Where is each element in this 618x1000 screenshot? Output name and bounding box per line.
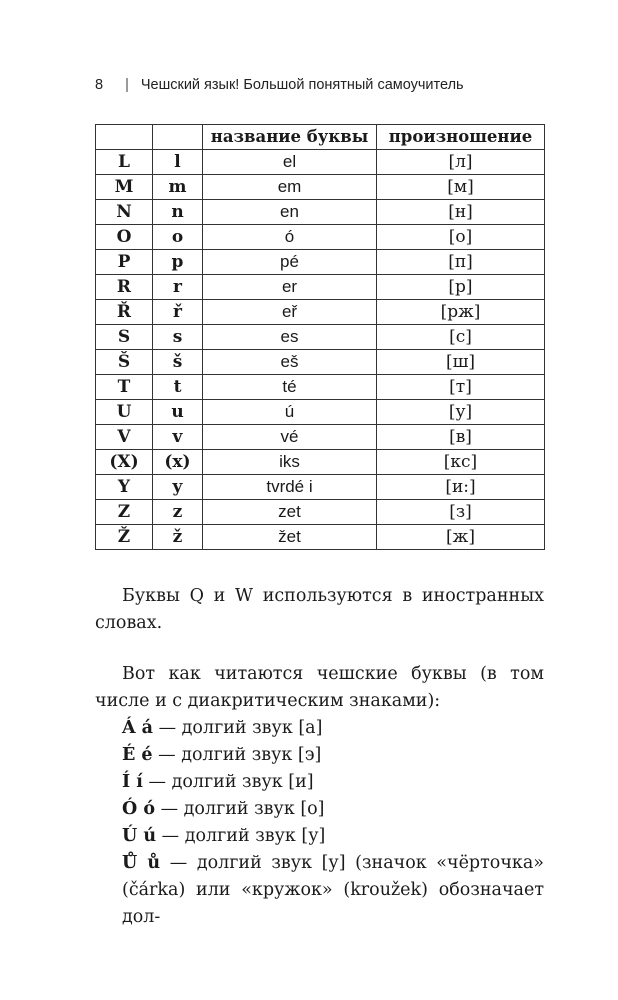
uppercase-letter: V — [96, 425, 153, 450]
uppercase-letter: Š — [96, 350, 153, 375]
table-row — [96, 300, 545, 325]
letter-name: ó — [203, 225, 377, 250]
table-header-row — [96, 125, 545, 150]
table-row — [96, 375, 545, 400]
page-number: 8 — [95, 77, 104, 93]
lowercase-letter: y — [153, 475, 203, 500]
list-item — [95, 715, 544, 742]
table-row — [96, 525, 545, 550]
letter-name: em — [203, 175, 377, 200]
letter-name: el — [203, 150, 377, 175]
lowercase-letter: r — [153, 275, 203, 300]
lowercase-letter: p — [153, 250, 203, 275]
letter-name: zet — [203, 500, 377, 525]
vowel-description: — долгий звук [а] — [153, 718, 323, 738]
uppercase-letter: Y — [96, 475, 153, 500]
uppercase-letter: Ž — [96, 525, 153, 550]
list-item — [95, 823, 544, 850]
lowercase-letter: ž — [153, 525, 203, 550]
vowel-description: — долгий звук [э] — [152, 745, 322, 765]
lowercase-letter: m — [153, 175, 203, 200]
list-item — [95, 742, 544, 769]
lowercase-letter: š — [153, 350, 203, 375]
reading-intro-paragraph: Вот как читаются чешские буквы (в том числе и с диакритическим знаками): — [95, 664, 544, 711]
vowel-description: — долгий звук [у] — [156, 826, 326, 846]
uppercase-letter: R — [96, 275, 153, 300]
letter-name: ú — [203, 400, 377, 425]
header-separator: | — [125, 77, 129, 93]
table-row — [96, 225, 545, 250]
pronunciation: [т] — [377, 375, 545, 400]
table-row — [96, 325, 545, 350]
pronunciation: [у] — [377, 400, 545, 425]
pronunciation: [м] — [377, 175, 545, 200]
pronunciation: [о] — [377, 225, 545, 250]
vowel-letters: Ů ů — [122, 853, 161, 873]
table-row — [96, 500, 545, 525]
header-pronunciation: произношение — [377, 125, 545, 150]
pronunciation: [ш] — [377, 350, 545, 375]
uppercase-letter: M — [96, 175, 153, 200]
uppercase-letter: (X) — [96, 450, 153, 475]
lowercase-letter: s — [153, 325, 203, 350]
header-letter-name: название буквы — [203, 125, 377, 150]
uppercase-letter: Z — [96, 500, 153, 525]
uppercase-letter: L — [96, 150, 153, 175]
lowercase-letter: o — [153, 225, 203, 250]
letter-name: es — [203, 325, 377, 350]
list-item — [95, 796, 544, 823]
table-row — [96, 400, 545, 425]
table-row — [96, 275, 545, 300]
lowercase-letter: l — [153, 150, 203, 175]
pronunciation: [ж] — [377, 525, 545, 550]
letter-name: tvrdé i — [203, 475, 377, 500]
pronunciation: [с] — [377, 325, 545, 350]
pronunciation: [в] — [377, 425, 545, 450]
pronunciation: [п] — [377, 250, 545, 275]
header-lower — [153, 125, 203, 150]
vowel-letters: Ú ú — [122, 826, 157, 846]
foreign-letters-note: Буквы Q и W используются в иностранных словах. — [95, 586, 544, 633]
pronunciation: [рж] — [377, 300, 545, 325]
pronunciation: [л] — [377, 150, 545, 175]
letter-name: eš — [203, 350, 377, 375]
uppercase-letter: N — [96, 200, 153, 225]
vowel-letters: Á á — [122, 718, 154, 738]
table-row — [96, 175, 545, 200]
table-row — [96, 150, 545, 175]
header-upper — [96, 125, 153, 150]
letter-name: žet — [203, 525, 377, 550]
pronunciation: [и:] — [377, 475, 545, 500]
vowel-description: — долгий звук [и] — [142, 772, 314, 792]
vowel-description: — долгий звук [у] (значок «чёрточка» (čárka) или «кружок» (kroužek) обозначает дол- — [122, 853, 544, 927]
uppercase-letter: S — [96, 325, 153, 350]
vowel-description: — долгий звук [о] — [155, 799, 325, 819]
lowercase-letter: v — [153, 425, 203, 450]
table-row — [96, 450, 545, 475]
uppercase-letter: T — [96, 375, 153, 400]
letter-name: er — [203, 275, 377, 300]
running-header — [95, 77, 464, 93]
lowercase-letter: t — [153, 375, 203, 400]
table-row — [96, 200, 545, 225]
table-row — [96, 425, 545, 450]
table-row — [96, 475, 545, 500]
table-row — [96, 350, 545, 375]
uppercase-letter: P — [96, 250, 153, 275]
letter-name: en — [203, 200, 377, 225]
table-row — [96, 250, 545, 275]
pronunciation: [р] — [377, 275, 545, 300]
alphabet-table — [95, 124, 545, 550]
vowel-letters: Í í — [122, 772, 143, 792]
lowercase-letter: u — [153, 400, 203, 425]
letter-name: iks — [203, 450, 377, 475]
vowel-letters: Ó ó — [122, 799, 156, 819]
book-title: Чешский язык! Большой понятный самоучитель — [140, 77, 464, 93]
pronunciation: [кс] — [377, 450, 545, 475]
lowercase-letter: ř — [153, 300, 203, 325]
vowel-letters: É é — [122, 745, 153, 765]
lowercase-letter: (x) — [153, 450, 203, 475]
lowercase-letter: z — [153, 500, 203, 525]
pronunciation: [н] — [377, 200, 545, 225]
letter-name: té — [203, 375, 377, 400]
list-item — [95, 850, 544, 931]
lowercase-letter: n — [153, 200, 203, 225]
letter-name: vé — [203, 425, 377, 450]
letter-name: eř — [203, 300, 377, 325]
letter-name: pé — [203, 250, 377, 275]
uppercase-letter: O — [96, 225, 153, 250]
list-item — [95, 769, 544, 796]
pronunciation: [з] — [377, 500, 545, 525]
uppercase-letter: U — [96, 400, 153, 425]
uppercase-letter: Ř — [96, 300, 153, 325]
long-vowel-list — [95, 715, 544, 931]
